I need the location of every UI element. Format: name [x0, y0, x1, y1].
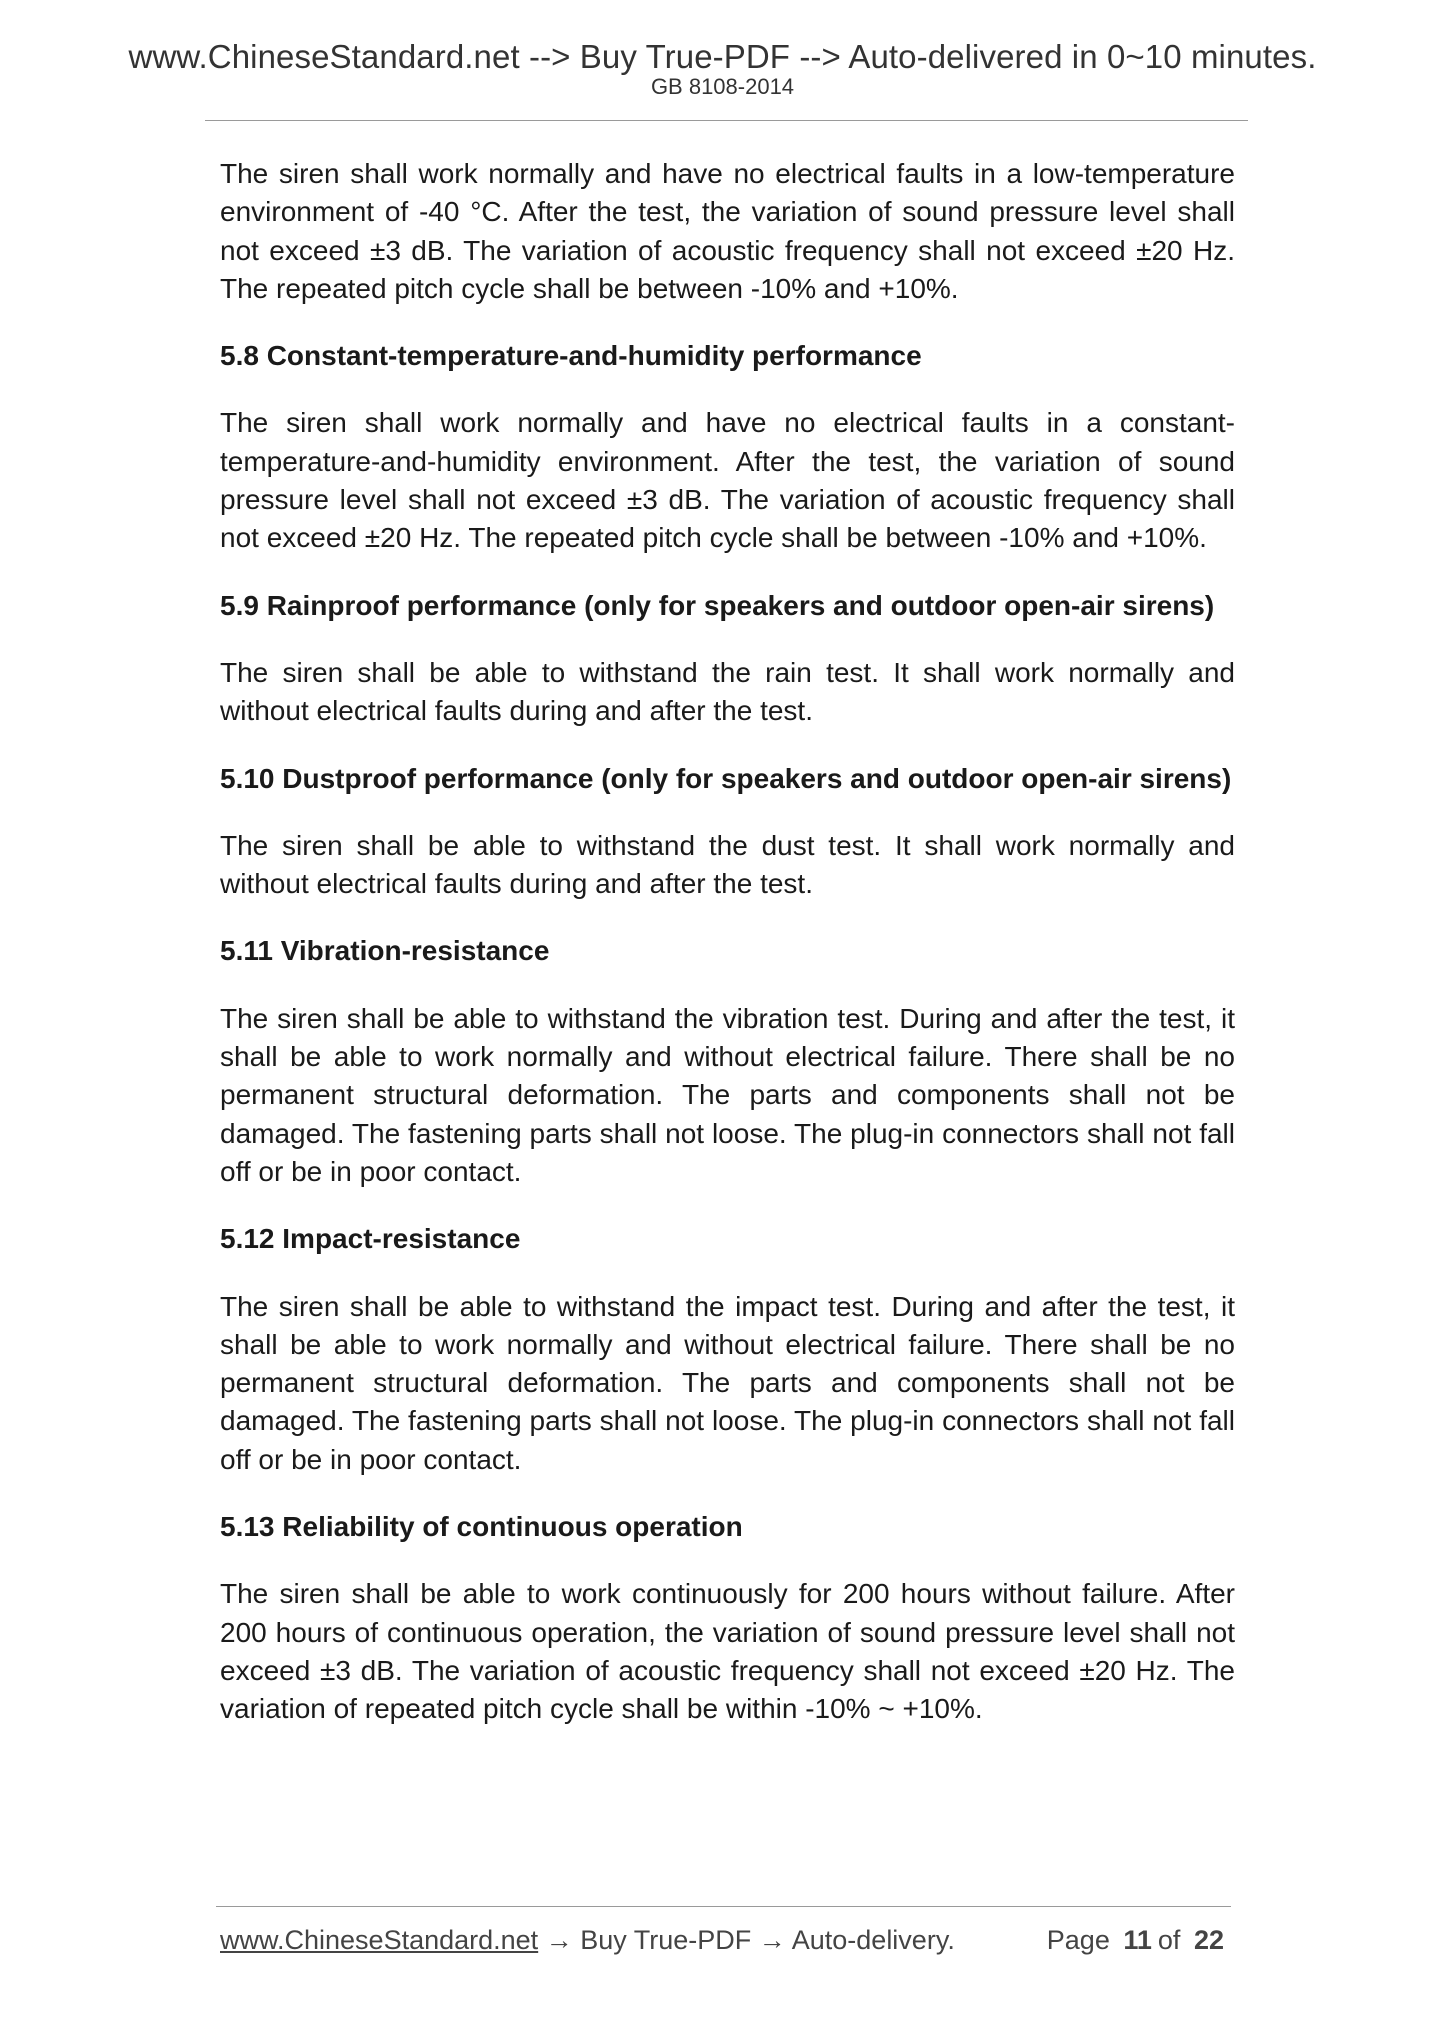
section-text-5-8: The siren shall work normally and have no electrical faults in a constant-temperature-and-humidity environment. After the test, the variation of sound pressure level shall not exceed ±3 dB. The variation of acoustic frequency shall not exceed ±20 Hz. The repeated pitch cycle shall be between -10% and +10%.	[220, 407, 1235, 554]
page-number: 11	[1123, 1925, 1152, 1955]
section-heading-5-10: 5.10 Dustproof performance (only for speakers and outdoor open-air sirens)	[220, 762, 1232, 794]
page-footer	[220, 1925, 1230, 1956]
section-heading-5-9: 5.9 Rainproof performance (only for speakers and outdoor open-air sirens)	[220, 589, 1215, 621]
standard-code: GB 8108-2014	[650, 74, 795, 99]
header-banner: www.ChineseStandard.net --> Buy True-PDF --> Auto-delivered in 0~10 minutes.	[128, 38, 1317, 75]
section-text-5-9: The siren shall be able to withstand the rain test. It shall work normally and without electrical faults during and after the test.	[220, 656, 1235, 727]
section-heading-5-8: 5.8 Constant-temperature-and-humidity performance	[220, 340, 922, 372]
page-label: Page	[1046, 1925, 1110, 1955]
section-heading-5-11: 5.11 Vibration-resistance	[220, 935, 550, 967]
header-divider	[205, 120, 1248, 121]
of-label: of	[1157, 1925, 1181, 1955]
section-heading-5-13: 5.13 Reliability of continuous operation	[220, 1511, 743, 1543]
section-text-5-10: The siren shall be able to withstand the dust test. It shall work normally and without electrical faults during and after the test.	[220, 829, 1235, 900]
section-text-5-11: The siren shall be able to withstand the vibration test. During and after the test, it shall be able to work normally and without electrical failure. There shall be no permanent structural deformation. The parts and components shall not be damaged. The fastening parts shall not loose. The plug-in connectors shall not fall off or be in poor contact.	[220, 1002, 1235, 1187]
intro-paragraph: The siren shall work normally and have no electrical faults in a low-temperature environment of -40 °C. After the test, the variation of sound pressure level shall not exceed ±3 dB. The variation of acoustic frequency shall not exceed ±20 Hz. The repeated pitch cycle shall be between -10% and +10%.	[220, 158, 1235, 304]
document-body	[220, 155, 1235, 1729]
footer-tagline: → Buy True-PDF → Auto-delivery.	[538, 1925, 955, 1955]
total-pages: 22	[1193, 1925, 1224, 1955]
footer-site-link[interactable]: www.ChineseStandard.net	[220, 1925, 539, 1955]
section-text-5-13: The siren shall be able to work continuously for 200 hours without failure. After 200 hours of continuous operation, the variation of sound pressure level shall not exceed ±3 dB. The variation of acoustic frequency shall not exceed ±20 Hz. The variation of repeated pitch cycle shall be within -10% ~ +10%.	[220, 1578, 1235, 1725]
page-indicator	[1047, 1925, 1230, 1956]
section-heading-5-12: 5.12 Impact-resistance	[220, 1223, 521, 1255]
footer-divider	[216, 1906, 1231, 1907]
footer-left	[220, 1925, 955, 1955]
section-text-5-12: The siren shall be able to withstand the impact test. During and after the test, it shall be able to work normally and without electrical failure. There shall be no permanent structural deformation. The parts and components shall not be damaged. The fastening parts shall not loose. The plug-in connectors shall not fall off or be in poor contact.	[220, 1290, 1235, 1475]
